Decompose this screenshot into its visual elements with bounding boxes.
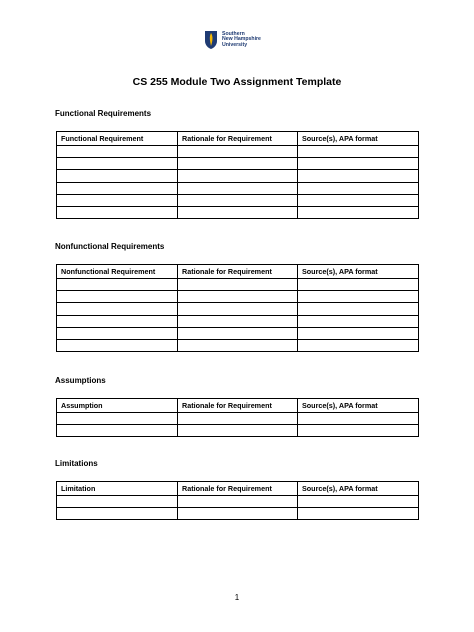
table-cell[interactable]	[298, 206, 419, 218]
table-cell[interactable]	[57, 339, 178, 351]
table-cell[interactable]	[298, 425, 419, 437]
table-cell[interactable]	[57, 413, 178, 425]
shield-logo-icon	[204, 30, 218, 50]
table-cell[interactable]	[178, 413, 298, 425]
table-cell[interactable]	[298, 327, 419, 339]
limitations-heading: Limitations	[55, 459, 98, 468]
table-cell[interactable]	[57, 508, 178, 520]
table-row	[57, 327, 419, 339]
column-header: Source(s), APA format	[298, 265, 419, 279]
table-cell[interactable]	[298, 413, 419, 425]
column-header: Rationale for Requirement	[178, 265, 298, 279]
table-row	[57, 206, 419, 218]
table-cell[interactable]	[298, 291, 419, 303]
table-cell[interactable]	[298, 182, 419, 194]
limitations-table	[56, 481, 419, 520]
column-header: Source(s), APA format	[298, 399, 419, 413]
table-row	[57, 194, 419, 206]
table-header-row	[57, 399, 419, 413]
nonfunctional-requirements-table	[56, 264, 419, 352]
table-cell[interactable]	[57, 146, 178, 158]
functional-requirements-table	[56, 131, 419, 219]
table-cell[interactable]	[57, 194, 178, 206]
nonfunctional-requirements-heading: Nonfunctional Requirements	[55, 242, 165, 251]
table-cell[interactable]	[178, 291, 298, 303]
table-cell[interactable]	[178, 508, 298, 520]
table-row	[57, 315, 419, 327]
table-cell[interactable]	[178, 425, 298, 437]
column-header: Limitation	[57, 482, 178, 496]
table-cell[interactable]	[178, 182, 298, 194]
table-cell[interactable]	[57, 425, 178, 437]
table-cell[interactable]	[298, 339, 419, 351]
column-header: Assumption	[57, 399, 178, 413]
table-cell[interactable]	[178, 194, 298, 206]
table-cell[interactable]	[298, 279, 419, 291]
table-row	[57, 146, 419, 158]
table-row	[57, 303, 419, 315]
table-cell[interactable]	[298, 146, 419, 158]
table-row	[57, 170, 419, 182]
table-cell[interactable]	[57, 303, 178, 315]
column-header: Rationale for Requirement	[178, 482, 298, 496]
table-cell[interactable]	[298, 315, 419, 327]
table-header-row	[57, 132, 419, 146]
table-header-row	[57, 482, 419, 496]
table-cell[interactable]	[298, 170, 419, 182]
table-row	[57, 158, 419, 170]
snhu-logo	[204, 30, 261, 50]
table-cell[interactable]	[178, 339, 298, 351]
assumptions-table	[56, 398, 419, 437]
table-cell[interactable]	[178, 206, 298, 218]
table-cell[interactable]	[57, 170, 178, 182]
column-header: Source(s), APA format	[298, 482, 419, 496]
table-row	[57, 496, 419, 508]
table-header-row	[57, 265, 419, 279]
table-cell[interactable]	[57, 182, 178, 194]
table-cell[interactable]	[57, 291, 178, 303]
table-cell[interactable]	[298, 303, 419, 315]
table-cell[interactable]	[178, 315, 298, 327]
table-cell[interactable]	[57, 327, 178, 339]
column-header: Nonfunctional Requirement	[57, 265, 178, 279]
assumptions-heading: Assumptions	[55, 376, 106, 385]
column-header: Rationale for Requirement	[178, 132, 298, 146]
table-cell[interactable]	[298, 158, 419, 170]
table-cell[interactable]	[178, 158, 298, 170]
logo-line-3: University	[222, 41, 248, 48]
column-header: Functional Requirement	[57, 132, 178, 146]
table-cell[interactable]	[178, 303, 298, 315]
document-title: CS 255 Module Two Assignment Template	[132, 76, 342, 88]
table-cell[interactable]	[57, 279, 178, 291]
column-header: Rationale for Requirement	[178, 399, 298, 413]
table-cell[interactable]	[57, 496, 178, 508]
logo-wordmark	[222, 32, 261, 49]
table-cell[interactable]	[178, 327, 298, 339]
functional-requirements-heading: Functional Requirements	[55, 109, 152, 118]
logo-line-2: New Hampshire	[222, 36, 261, 43]
table-cell[interactable]	[298, 194, 419, 206]
table-cell[interactable]	[178, 496, 298, 508]
logo-line-1: Southern	[222, 30, 245, 37]
table-row	[57, 291, 419, 303]
table-row	[57, 508, 419, 520]
table-cell[interactable]	[298, 508, 419, 520]
table-cell[interactable]	[178, 146, 298, 158]
table-row	[57, 182, 419, 194]
table-row	[57, 413, 419, 425]
table-cell[interactable]	[57, 206, 178, 218]
table-cell[interactable]	[178, 279, 298, 291]
table-cell[interactable]	[57, 158, 178, 170]
table-row	[57, 425, 419, 437]
table-cell[interactable]	[178, 170, 298, 182]
table-row	[57, 339, 419, 351]
table-row	[57, 279, 419, 291]
table-cell[interactable]	[298, 496, 419, 508]
page-number: 1	[234, 593, 240, 602]
column-header: Source(s), APA format	[298, 132, 419, 146]
table-cell[interactable]	[57, 315, 178, 327]
